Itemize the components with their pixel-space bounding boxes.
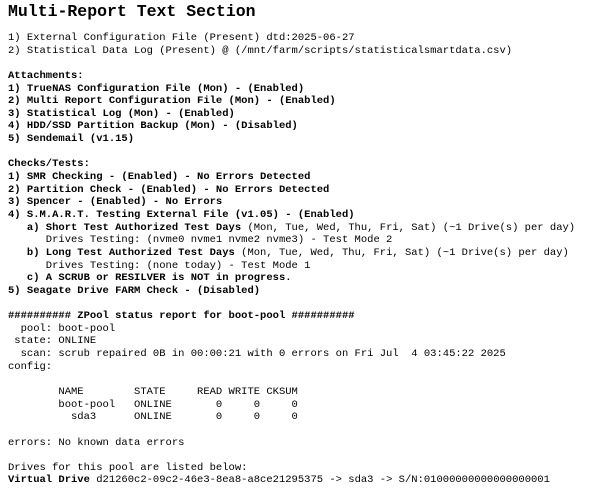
long-test-days: (Mon, Tue, Wed, Thu, Fri, Sat) (~1 Drive(s) per day) <box>234 246 569 259</box>
attachment-item: 1) TrueNAS Configuration File (Mon) - (Enabled) <box>8 82 305 95</box>
zpool-table-header: NAME STATE READ WRITE CKSUM <box>8 385 298 398</box>
check-item: 4) S.M.A.R.T. Testing External File (v1.05) - (Enabled) <box>8 208 355 221</box>
zpool-scan: scan: scrub repaired 0B in 00:00:21 with 0 errors on Fri Jul 4 03:45:22 2025 <box>8 348 506 361</box>
spacer <box>8 297 604 310</box>
check-item: 1) SMR Checking - (Enabled) - No Errors Detected <box>8 171 311 184</box>
short-test-drives: Drives Testing: (nvme0 nvme1 nvme2 nvme3) - Test Mode 2 <box>8 234 393 247</box>
check-item: 3) Spencer - (Enabled) - No Errors <box>8 196 223 209</box>
short-test-days: (Mon, Tue, Wed, Thu, Fri, Sat) (~1 Drive(s) per day) <box>241 221 576 234</box>
attachment-item: 2) Multi Report Configuration File (Mon) - (Enabled) <box>8 95 336 108</box>
spacer <box>8 449 604 462</box>
report-title: Multi-Report Text Section <box>8 2 256 21</box>
virtual-drive-detail: d21260c2-09c2-46e3-8ea8-a8ce21295375 -> sda3 -> S/N:01000000000000000001 <box>89 474 550 487</box>
virtual-drive-label: Virtual Drive <box>8 474 90 487</box>
drives-intro: Drives for this pool are listed below: <box>8 461 248 474</box>
short-test-label: a) Short Test Authorized Test Days <box>8 221 242 234</box>
zpool-state: state: ONLINE <box>8 335 97 348</box>
spacer <box>8 57 604 70</box>
long-test-line <box>8 247 604 260</box>
attachments-heading: Attachments: <box>8 69 84 82</box>
long-test-drives: Drives Testing: (none today) - Test Mode 1 <box>8 259 311 272</box>
attachment-item: 5) Sendemail (v1.15) <box>8 133 135 146</box>
check-item: 2) Partition Check - (Enabled) - No Errors Detected <box>8 183 330 196</box>
spacer <box>8 146 604 159</box>
zpool-table-row: sda3 ONLINE 0 0 0 <box>8 411 298 424</box>
zpool-errors: errors: No known data errors <box>8 436 185 449</box>
farm-check-line: 5) Seagate Drive FARM Check - (Disabled) <box>8 284 261 297</box>
checks-heading: Checks/Tests: <box>8 158 90 171</box>
spacer <box>8 373 604 386</box>
attachment-item: 4) HDD/SSD Partition Backup (Mon) - (Disabled) <box>8 120 298 133</box>
config-file-line: 1) External Configuration File (Present) dtd:2025-06-27 <box>8 32 355 44</box>
spacer <box>8 424 604 437</box>
short-test-line <box>8 222 604 235</box>
attachment-item: 3) Statistical Log (Mon) - (Enabled) <box>8 107 235 120</box>
stat-log-line: 2) Statistical Data Log (Present) @ (/mnt/farm/scripts/statisticalsmartdata.csv) <box>8 44 513 57</box>
zpool-pool: pool: boot-pool <box>8 322 116 335</box>
zpool-table-row: boot-pool ONLINE 0 0 0 <box>8 398 298 411</box>
zpool-header: ########## ZPool status report for boot-pool ########## <box>8 310 355 323</box>
long-test-label: b) Long Test Authorized Test Days <box>8 246 235 259</box>
zpool-config-label: config: <box>8 360 53 373</box>
virtual-drive-line <box>8 474 604 487</box>
report-page <box>8 2 604 487</box>
scrub-status-line: c) A SCRUB or RESILVER is NOT in progress. <box>8 272 292 285</box>
